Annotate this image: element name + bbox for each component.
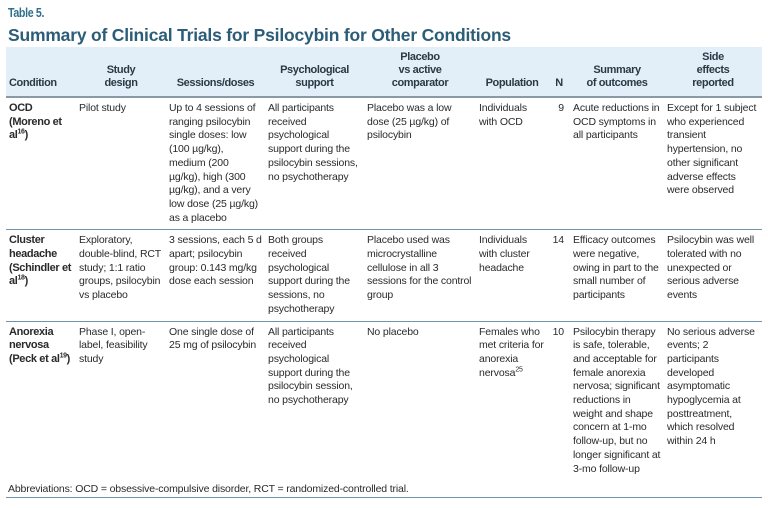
condition-text: Cluster headache (Schindler et al	[9, 234, 72, 288]
table-label: Table 5.	[8, 6, 45, 20]
cell-study-design: Exploratory, double-blind, RCT study; 1:1 ratio groups, psilocybin vs placebo	[76, 230, 166, 321]
cell-sessions: Up to 4 sessions of ranging psilocybin single doses: low (100 µg/kg), medium (200 µg/kg), high (300 µg/kg), and a very low dose (25 µg/kg) as a placebo	[166, 97, 265, 230]
header-n	[548, 47, 570, 97]
cell-condition	[6, 321, 76, 480]
cell-sessions: 3 sessions, each 5 d apart; psilocybin group: 0.143 mg/kg dose each session	[166, 230, 265, 321]
cell-sessions: One single dose of 25 mg of psilocybin	[169, 325, 257, 352]
cell-summary: Acute reductions in OCD symptoms in all participants	[570, 97, 664, 230]
cell-side-effects: Except for 1 subject who experienced transient hypertension, no other significant adverse effects were observed	[664, 97, 762, 230]
cell-side-effects: No serious adverse events; 2 participants developed asymptomatic hypoglycemia at posttreatment, which resolved within 24 h	[667, 325, 755, 448]
bottom-rule	[6, 497, 762, 498]
condition-text-end: )	[24, 129, 28, 142]
reference-superscript: 19	[59, 352, 67, 360]
header-text: comparator	[391, 77, 449, 89]
abbreviations-footnote: Abbreviations: OCD = obsessive-compulsive disorder, RCT = randomized-controlled trial.	[8, 483, 409, 495]
header-population	[476, 47, 548, 97]
table-title: Summary of Clinical Trials for Psilocybin for Other Conditions	[8, 25, 511, 45]
header-text: N	[555, 77, 563, 89]
header-row	[6, 47, 762, 97]
condition-text-end: )	[66, 352, 70, 365]
table-row	[6, 97, 762, 230]
header-text: Condition	[9, 77, 57, 89]
header-summary	[570, 47, 664, 97]
cell-population	[476, 230, 548, 321]
header-text: Population	[485, 77, 539, 89]
table-row	[6, 321, 762, 480]
cell-psych-support: All participants received psychological support during the psilocybin sessions, no psychotherapy	[265, 97, 364, 230]
reference-superscript: 16	[17, 128, 25, 136]
header-text: Psychological	[280, 64, 349, 76]
header-side-effects	[664, 47, 762, 97]
population-text: Individuals with OCD	[479, 102, 527, 128]
cell-n: 14	[548, 230, 570, 321]
cell-summary: Psilocybin therapy is safe, tolerable, and acceptable for female anorexia nervosa; significant reductions in weight and shape concern at 1-mo follow-up, but no longer significant at 3-mo follow-up	[573, 325, 661, 475]
condition-text: Anorexia nervosa (Peck et al	[9, 325, 60, 365]
population-text: Individuals with cluster headache	[479, 234, 530, 274]
cell-psych-support: All participants received psychological support during the psilocybin session, no psychotherapy	[268, 325, 353, 407]
header-text: Side	[702, 51, 724, 63]
header-text: Placebo	[400, 51, 440, 63]
reference-superscript: 18	[17, 274, 25, 282]
header-text: effects	[696, 64, 730, 76]
header-sessions	[166, 47, 265, 97]
header-text: Study	[106, 64, 136, 76]
cell-n: 10	[552, 325, 564, 338]
population-text: Females who met criteria for anorexia nervosa	[479, 325, 544, 379]
header-text: of outcomes	[586, 77, 648, 89]
cell-population	[476, 321, 548, 480]
header-psych-support	[265, 47, 364, 97]
cell-placebo: No placebo	[367, 325, 419, 338]
condition-text: OCD (Moreno et al	[9, 102, 62, 142]
header-text: Sessions/doses	[176, 77, 255, 89]
header-study-design	[76, 47, 166, 97]
clinical-trials-table	[6, 47, 762, 480]
cell-population	[476, 97, 548, 230]
header-text: reported	[692, 77, 734, 89]
header-text: Summary	[593, 64, 641, 76]
cell-condition	[6, 230, 76, 321]
cell-side-effects: Psilocybin was well tolerated with no unexpected or serious adverse events	[664, 230, 762, 321]
table-row	[6, 230, 762, 321]
cell-study-design: Phase I, open-label, feasibility study	[79, 325, 148, 365]
header-text: design	[104, 77, 138, 89]
cell-placebo: Placebo was a low dose (25 µg/kg) of psilocybin	[364, 97, 476, 230]
header-text: support	[295, 77, 334, 89]
cell-psych-support: Both groups received psychological support during the sessions, no psychotherapy	[265, 230, 364, 321]
header-text: vs active	[398, 64, 442, 76]
header-placebo	[364, 47, 476, 97]
condition-text-end: )	[24, 275, 28, 288]
header-condition	[6, 47, 76, 97]
reference-superscript: 25	[515, 366, 523, 374]
cell-placebo: Placebo used was microcrystalline cellulose in all 3 sessions for the control group	[364, 230, 476, 321]
cell-condition	[6, 97, 76, 230]
cell-n: 9	[548, 97, 570, 230]
cell-summary: Efficacy outcomes were negative, owing in part to the small number of participants	[570, 230, 664, 321]
cell-study-design: Pilot study	[76, 97, 166, 230]
